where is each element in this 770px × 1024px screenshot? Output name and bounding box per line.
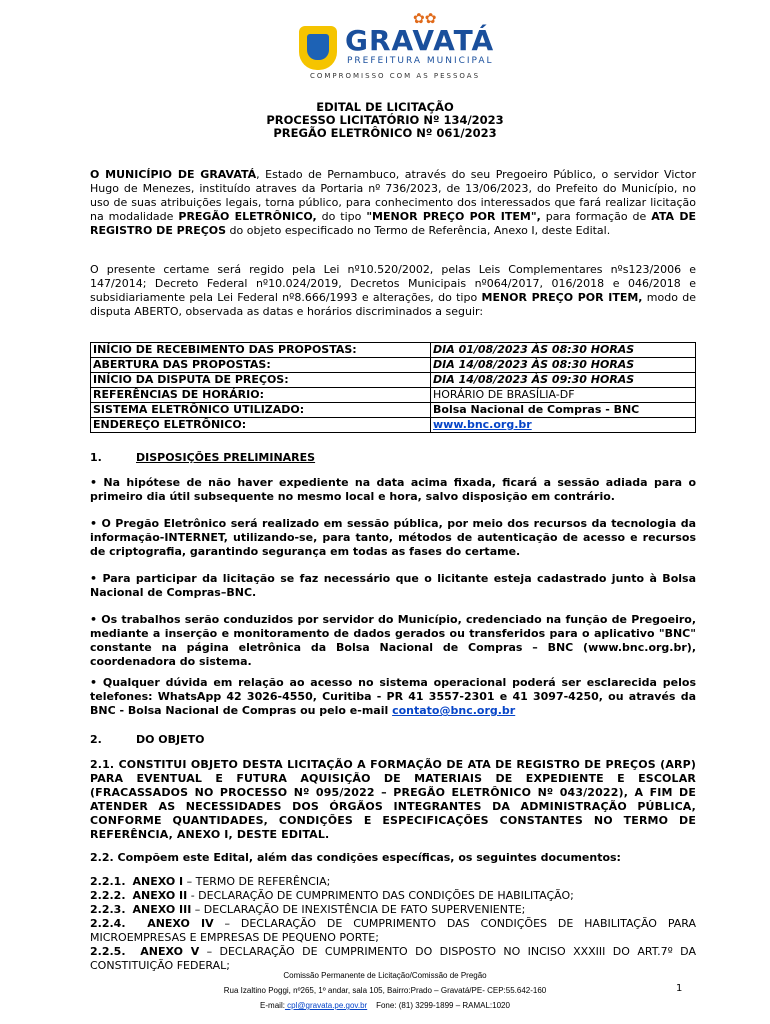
list-item [90,917,696,945]
section-1-p4: • Os trabalhos serão conduzidos por servidor do Município, credenciado na função de Pregoeiro, mediante a inserção e monitoramento de dados gerados ou transferidos para o aplicativo "BNC" constante na página eletrônica da Bolsa Nacional de Compras – BNC (www.bnc.org.br), coordenadora do sistema. [90,613,696,668]
schedule-label: INÍCIO DE RECEBIMENTO DAS PROPOSTAS: [91,343,431,358]
logo-org-name: GRAVATÁ [345,24,495,57]
footer-line-2: Rua Izaltino Poggi, nº265, 1º andar, sala 105, Bairro:Prado – Gravatá/PE- CEP:55.642-160 [223,986,547,995]
schedule-label: SISTEMA ELETRÔNICO UTILIZADO: [91,403,431,418]
table-row [91,388,696,403]
section-1-p5 [90,676,696,718]
intro-ata: ATA DE REGISTRO DE PREÇOS [90,210,696,237]
section-1-heading [90,451,315,464]
footer-phone: Fone: (81) 3299-1899 – RAMAL:1020 [376,1001,510,1010]
annex-text: – TERMO DE REFERÊNCIA; [183,875,331,888]
section-1-p3: • Para participar da licitação se faz necessário que o licitante esteja cadastrado junto à Bolsa Nacional de Compras–BNC. [90,572,696,599]
list-item [90,889,696,903]
page-footer [0,968,770,1013]
intro-text-2: do tipo [316,210,367,223]
schedule-value: DIA 01/08/2023 ÀS 08:30 HORAS [431,343,696,358]
annex-name: ANEXO IV [147,917,214,930]
regime-text-2: modo de disputa ABERTO, observada as datas e horários discriminados a seguir: [90,291,696,318]
document-title [0,101,770,140]
intro-tipo: "MENOR PREÇO POR ITEM", [366,210,541,223]
flower-icon: ✿✿ [413,11,437,27]
section-2-2: 2.2. Compõem este Edital, além das condições específicas, os seguintes documentos: [90,851,621,864]
city-seal-icon [299,26,337,70]
annex-text: – DECLARAÇÃO DE INEXISTÊNCIA DE FATO SUPERVENIENTE; [191,903,526,916]
title-line-2: PROCESSO LICITATÓRIO Nº 134/2023 [266,113,504,127]
prefeitura-logo [295,12,495,82]
section-1-number: 1. [90,451,102,464]
intro-paragraph [90,168,696,238]
section-2-number: 2. [90,733,102,746]
table-row [91,418,696,433]
intro-text-4: do objeto especificado no Termo de Referência, Anexo I, deste Edital. [226,224,611,237]
intro-text-3: para formação de [540,210,652,223]
section-2-title: DO OBJETO [136,733,205,746]
footer-email-label: E-mail: [260,1001,285,1010]
bnc-website-link[interactable]: www.bnc.org.br [433,418,532,431]
title-line-1: EDITAL DE LICITAÇÃO [316,100,454,114]
annex-text: – DECLARAÇÃO DE CUMPRIMENTO DAS CONDIÇÕES DE HABILITAÇÃO PARA MICROEMPRESAS E EMPRESAS DE PEQUENO PORTE; [90,917,696,944]
schedule-label: ABERTURA DAS PROPOSTAS: [91,358,431,373]
table-row [91,358,696,373]
logo-org-sub: PREFEITURA MUNICIPAL [347,56,494,66]
table-row [91,373,696,388]
annex-number: 2.2.4. [90,917,126,930]
section-2-1: 2.1. CONSTITUI OBJETO DESTA LICITAÇÃO A FORMAÇÃO DE ATA DE REGISTRO DE PREÇOS (ARP) PARA EVENTUAL E FUTURA AQUISIÇÃO DE MATERIAIS DE EXPEDIENTE E ESCOLAR (FRACASSADOS NO PROCESSO Nº 095/2022 – PREGÃO ELETRÔNICO Nº 043/2022), A FIM DE ATENDER AS NECESSIDADES DOS ÓRGÃOS INTEGRANTES DA ADMINISTRAÇÃO PÚBLICA, CONFORME QUANTIDADES, CONDIÇÕES E ESPECIFICAÇÕES CONSTANTES NO TERMO DE REFERÊNCIA, ANEXO I, DESTE EDITAL. [90,758,696,841]
intro-municipio: O MUNICÍPIO DE GRAVATÁ [90,168,257,181]
table-row [91,343,696,358]
list-item [90,875,696,889]
contact-email-link[interactable]: contato@bnc.org.br [392,704,516,717]
annex-name: ANEXO V [140,945,200,958]
intro-text-1: , Estado de Pernambuco, através do seu Pregoeiro Público, o servidor Victor Hugo de Menezes, instituído atraves da Portaria nº 736/2023, de 13/06/2023, do Prefeito do Município, no uso de suas atribuições legais, torna público, para conhecimento dos interessados que fará realizar licitação na modalidade [90,168,696,223]
section-2-heading [90,733,205,746]
page-number: 1 [676,983,683,994]
schedule-label: ENDEREÇO ELETRÔNICO: [91,418,431,433]
title-line-3: PREGÃO ELETRÔNICO Nº 061/2023 [273,126,497,140]
table-row [91,403,696,418]
schedule-label: INÍCIO DA DISPUTA DE PREÇOS: [91,373,431,388]
annex-number: 2.2.3. [90,903,126,916]
section-1-p5-text: • Qualquer dúvida em relação ao acesso no sistema operacional poderá ser esclarecida pelos telefones: WhatsApp 42 3026-4550, Curitiba - PR 41 3557-2301 e 41 3097-4250, ou através da BNC - Bolsa Nacional de Compras ou pelo e-mail [90,676,696,717]
schedule-value: HORÁRIO DE BRASÍLIA-DF [431,388,696,403]
annex-number: 2.2.1. [90,875,126,888]
footer-line-1: Comissão Permanente de Licitação/Comissão de Pregão [283,971,487,980]
footer-email-link[interactable]: cpl@gravata.pe.gov.br [284,1001,368,1010]
section-1-p1: • Na hipótese de não haver expediente na data acima fixada, ficará a sessão adiada para o primeiro dia útil subsequente no mesmo local e hora, salvo disposição em contrário. [90,476,696,503]
annex-text: – DECLARAÇÃO DE CUMPRIMENTO DO DISPOSTO NO INCISO XXXIII DO ART.7º DA CONSTITUIÇÃO FEDERAL; [90,945,696,972]
regime-tipo: MENOR PREÇO POR ITEM, [481,291,643,304]
schedule-table [90,342,696,433]
annex-name: ANEXO I [132,875,184,888]
annex-name: ANEXO II [132,889,188,902]
schedule-label: REFERÊNCIAS DE HORÁRIO: [91,388,431,403]
schedule-value: Bolsa Nacional de Compras - BNC [431,403,696,418]
annex-name: ANEXO III [132,903,192,916]
regime-text-1: O presente certame será regido pela Lei nº10.520/2002, pelas Leis Complementares nºs123/2006 e 147/2014; Decreto Federal nº10.024/2019, Decretos Municipais nº064/2017, 016/2018 e 046/2018 e subsidiariamente pela Lei Federal nº8.666/1993 e alterações, do tipo [90,263,696,304]
annex-number: 2.2.5. [90,945,126,958]
section-1-title: DISPOSIÇÕES PRELIMINARES [136,451,316,464]
section-1-p2: • O Pregão Eletrônico será realizado em sessão pública, por meio dos recursos da tecnologia da informação-INTERNET, utilizando-se, para tanto, métodos de autenticação de acesso e recursos de criptografia, garantindo segurança em todas as fases do certame. [90,517,696,558]
schedule-value: DIA 14/08/2023 ÀS 09:30 HORAS [431,373,696,388]
logo-motto: COMPROMISSO COM AS PESSOAS [309,72,481,80]
regime-paragraph [90,263,696,319]
annex-text: - DECLARAÇÃO DE CUMPRIMENTO DAS CONDIÇÕES DE HABILITAÇÃO; [187,889,574,902]
schedule-value: DIA 14/08/2023 ÀS 08:30 HORAS [431,358,696,373]
intro-modalidade: PREGÃO ELETRÔNICO, [178,210,317,223]
list-item [90,903,696,917]
annex-number: 2.2.2. [90,889,126,902]
schedule-value-link-cell [431,418,696,433]
annex-list [90,875,696,973]
footer-line-3 [0,998,770,1013]
